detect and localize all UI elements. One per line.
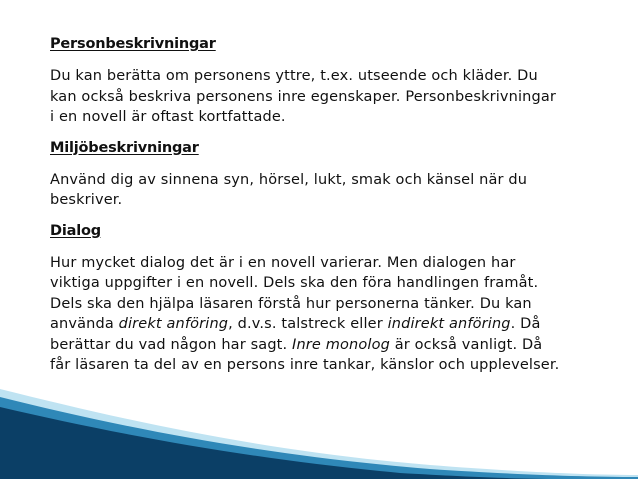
paragraph-dialog xyxy=(50,253,610,376)
person-line-2: kan också beskriva personens inre egenskaper. Personbeskrivningar xyxy=(50,88,556,105)
heading-miljobeskrivningar: Miljöbeskrivningar xyxy=(50,139,199,156)
term-direkt-anforing: direkt anföring xyxy=(118,316,229,332)
dialog-line-4c: . Då xyxy=(510,316,541,332)
footer-swoosh-decoration xyxy=(0,389,638,479)
heading-personbeskrivningar: Personbeskrivningar xyxy=(50,36,216,52)
milieu-line-2: beskriver. xyxy=(50,192,123,208)
person-line-3: i en novell är oftast kortfattade. xyxy=(50,109,286,125)
dialog-line-5a: berättar du vad någon har sagt. xyxy=(50,336,293,353)
term-indirekt-anforing: indirekt anföring xyxy=(387,316,511,332)
paragraph-personbeskrivningar xyxy=(50,66,610,128)
dialog-line-5b: är också vanligt. Då xyxy=(389,336,543,353)
dialog-line-4b: , d.v.s. talstreck eller xyxy=(228,316,388,332)
person-line-1: Du kan berätta om personens yttre, t.ex. utseende och kläder. Du xyxy=(50,68,538,84)
paragraph-miljobeskrivningar xyxy=(50,170,610,211)
slide-content xyxy=(50,34,610,376)
heading-dialog: Dialog xyxy=(50,222,101,239)
dialog-line-6: får läsaren ta del av en persons inre tankar, känslor och upplevelser. xyxy=(50,357,560,373)
dialog-line-3: Dels ska den hjälpa läsaren förstå hur personerna tänker. Du kan xyxy=(50,295,532,312)
dialog-line-2: viktiga uppgifter i en novell. Dels ska den föra handlingen framåt. xyxy=(50,275,539,291)
milieu-line-1: Använd dig av sinnena syn, hörsel, lukt, smak och känsel när du xyxy=(50,171,528,188)
term-inre-monolog: Inre monolog xyxy=(292,336,390,353)
dialog-line-4a: använda xyxy=(50,316,119,332)
dialog-line-1: Hur mycket dialog det är i en novell varierar. Men dialogen har xyxy=(50,254,516,271)
